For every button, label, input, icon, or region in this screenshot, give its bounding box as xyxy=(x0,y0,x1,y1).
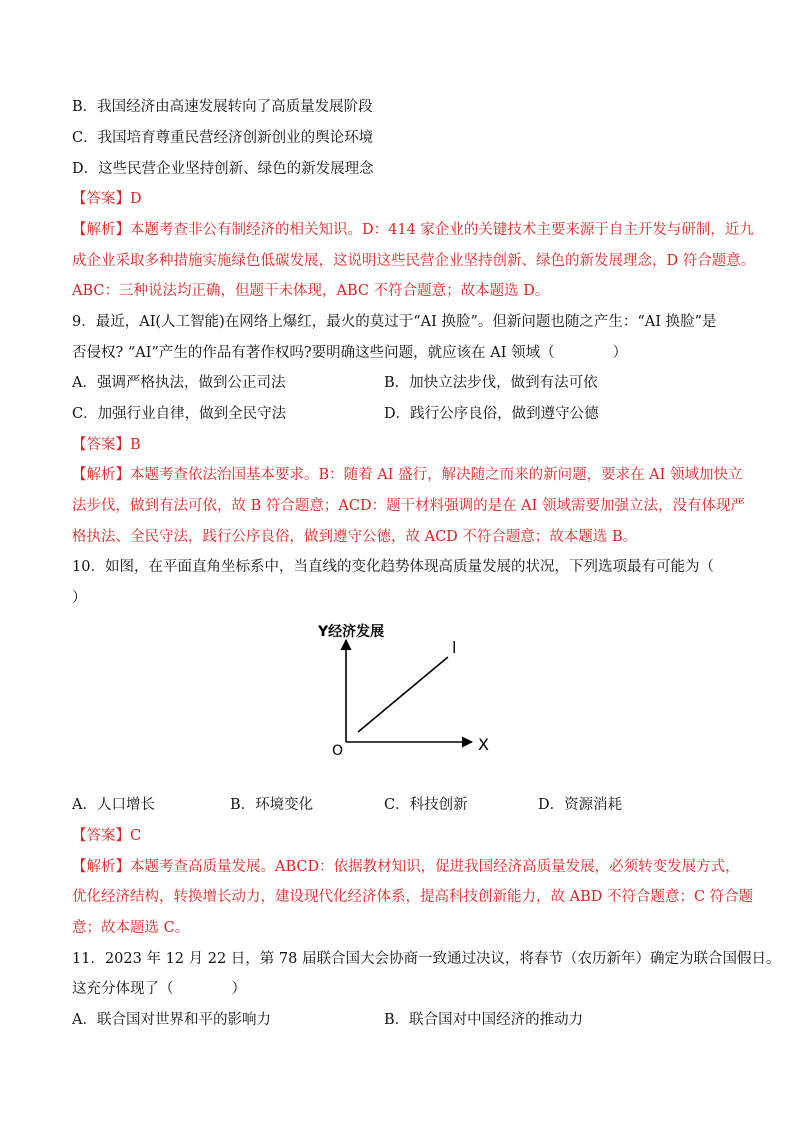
q9-analysis-line-2: 法步伐，做到有法可依，故 B 符合题意；ACD：题干材料强调的是在 AI 领域需要加强立法，没有体现严 xyxy=(72,498,745,514)
q9-stem-line-1: 9．最近，AI(人工智能)在网络上爆红，最火的莫过于“AI 换脸”。但新问题也随之产生：“AI 换脸”是 xyxy=(72,314,717,330)
q10-coordinate-chart xyxy=(300,612,500,762)
q9-stem-line-2: 否侵权? “AI”产生的作品有著作权吗?要明确这些问题，就应该在 AI 领域（ ） xyxy=(72,345,628,361)
q10-option-d: D．资源消耗 xyxy=(538,797,623,813)
q10-analysis-line-2: 优化经济结构，转换增长动力，建设现代化经济体系，提高科技创新能力，故 ABD 不符合题意；C 符合题 xyxy=(72,889,754,905)
q10-stem-line-2: ） xyxy=(72,590,87,606)
q9-option-b: B．加快立法步伐，做到有法可依 xyxy=(384,375,598,391)
q10-analysis-line-3: 意；故本题选 C。 xyxy=(72,920,190,936)
q8-analysis-line-3: ABC：三种说法均正确，但题干未体现，ABC 不符合题意；故本题选 D。 xyxy=(72,283,550,299)
q10-option-a: A．人口增长 xyxy=(72,797,155,813)
q8-option-b: B．我国经济由高速发展转向了高质量发展阶段 xyxy=(72,99,373,115)
q11-option-a: A．联合国对世界和平的影响力 xyxy=(72,1012,271,1028)
q11-option-b: B．联合国对中国经济的推动力 xyxy=(384,1012,584,1028)
q8-analysis-line-1: 【解析】本题考查非公有制经济的相关知识。D：414 家企业的关键技术主要来源于自主开发与研制，近九 xyxy=(72,222,754,238)
origin-label: O xyxy=(332,743,344,759)
q10-option-c: C．科技创新 xyxy=(384,797,468,813)
q8-option-d: D．这些民营企业坚持创新、绿色的新发展理念 xyxy=(72,161,374,177)
q8-option-c: C．我国培育尊重民营经济创新创业的舆论环境 xyxy=(72,130,374,146)
y-axis-label: Y经济发展 xyxy=(318,624,385,640)
trend-line xyxy=(358,657,448,732)
q9-option-c: C．加强行业自律，做到全民守法 xyxy=(72,406,287,422)
q10-stem-line-1: 10．如图，在平面直角坐标系中，当直线的变化趋势体现高质量发展的状况，下列选项最有可能为（ xyxy=(72,559,714,575)
x-axis-label: X xyxy=(478,735,489,754)
q9-analysis-line-3: 格执法、全民守法，践行公序良俗，做到遵守公德，故 ACD 不符合题意；故本题选 B。 xyxy=(72,529,638,545)
q10-analysis-line-1: 【解析】本题考查高质量发展。ABCD：依据教材知识，促进我国经济高质量发展，必须转变发展方式， xyxy=(72,859,740,875)
q11-stem-line-2: 这充分体现了（ ） xyxy=(72,981,246,997)
q9-option-d: D．践行公序良俗，做到遵守公德 xyxy=(384,406,599,422)
q9-answer: 【答案】B xyxy=(72,437,141,453)
q9-analysis-line-1: 【解析】本题考查依法治国基本要求。B：随着 AI 盛行，解决随之而来的新问题，要求在 AI 领域加快立 xyxy=(72,467,743,483)
q8-answer: 【答案】D xyxy=(72,191,142,207)
q10-option-b: B．环境变化 xyxy=(230,797,314,813)
q10-answer: 【答案】C xyxy=(72,828,142,844)
q9-option-a: A．强调严格执法，做到公正司法 xyxy=(72,375,286,391)
trend-line-label: l xyxy=(452,638,457,657)
q8-analysis-line-2: 成企业采取多种措施实施绿色低碳发展，这说明这些民营企业坚持创新、绿色的新发展理念，D 符合题意。 xyxy=(72,253,756,269)
q11-stem-line-1: 11．2023 年 12 月 22 日，第 78 届联合国大会协商一致通过决议，将春节（农历新年）确定为联合国假日。 xyxy=(72,951,781,967)
